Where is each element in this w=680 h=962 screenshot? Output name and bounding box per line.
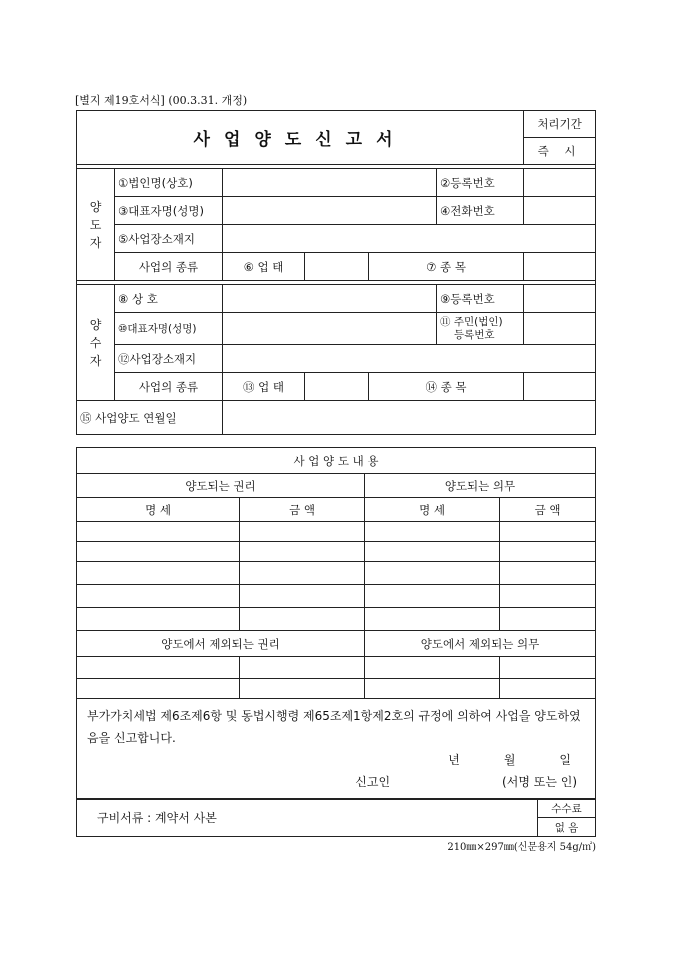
- transfer-content-table: [76, 447, 596, 800]
- table-row: [77, 562, 596, 585]
- transferee-section-label: 양 수 자: [77, 285, 115, 401]
- transferor-category-field[interactable]: [305, 253, 369, 281]
- declaration-block: [77, 699, 596, 800]
- rights-detail-header: 명 세: [77, 498, 240, 522]
- transferor-phone-field[interactable]: [524, 197, 596, 225]
- transferee-item-field[interactable]: [524, 373, 596, 401]
- paper-spec: 210㎜×297㎜(신문용지 54g/㎡): [447, 842, 596, 853]
- form-title: 사업양도신고서: [77, 111, 524, 165]
- excluded-rights-header: 양도에서 제외되는 권리: [77, 631, 365, 657]
- fee-value: 없 음: [538, 818, 596, 837]
- excluded-obligations-header: 양도에서 제외되는 의무: [365, 631, 596, 657]
- transferee-category-field[interactable]: [305, 373, 369, 401]
- table-row: [77, 542, 596, 562]
- transferor-item-label: ⑦ 종 목: [369, 253, 524, 281]
- transferee-rep-name-label: ⑩대표자명(성명): [115, 313, 223, 345]
- transferee-category-label: ⑬ 업 태: [223, 373, 305, 401]
- transferor-section-label: 양 도 자: [77, 169, 115, 281]
- transferee-trade-name-field[interactable]: [223, 285, 437, 313]
- declaration-date: 년 월 일: [448, 753, 571, 767]
- attachments-label: 구비서류 : 계약서 사본: [77, 799, 538, 837]
- table-row: [77, 679, 596, 699]
- transferor-reg-no-label: ②등록번호: [437, 169, 524, 197]
- attachments-table: [76, 798, 596, 837]
- transferee-resident-no-label: ⑪ 주민(법인) 등록번호: [437, 313, 524, 345]
- transferee-trade-name-label: ⑧ 상 호: [115, 285, 223, 313]
- transferor-item-field[interactable]: [524, 253, 596, 281]
- transferee-reg-no-label: ⑨등록번호: [437, 285, 524, 313]
- rights-amount-header: 금 액: [240, 498, 365, 522]
- table-row: [77, 522, 596, 542]
- signature-label: (서명 또는 인): [502, 775, 577, 789]
- fee-label: 수수료: [538, 799, 596, 818]
- processing-period-value: 즉 시: [524, 138, 596, 165]
- transfer-content-title: 사 업 양 도 내 용: [77, 448, 596, 474]
- table-row: [77, 585, 596, 608]
- transferor-reg-no-field[interactable]: [524, 169, 596, 197]
- transferor-address-field[interactable]: [223, 225, 596, 253]
- processing-period-label: 처리기간: [524, 111, 596, 138]
- transferor-corp-name-field[interactable]: [223, 169, 437, 197]
- transferor-rep-name-label: ③대표자명(성명): [115, 197, 223, 225]
- transferor-biz-type-label: 사업의 종류: [115, 253, 223, 281]
- transferee-address-label: ⑫사업장소재지: [115, 345, 223, 373]
- transferee-rep-name-field[interactable]: [223, 313, 437, 345]
- reporter-label: 신고인: [355, 775, 391, 789]
- form-header: [별지 제19호서식] (00.3.31. 개정): [75, 94, 248, 107]
- transferee-resident-no-field[interactable]: [524, 313, 596, 345]
- transferee-address-field[interactable]: [223, 345, 596, 373]
- transferee-biz-type-label: 사업의 종류: [115, 373, 223, 401]
- transferor-corp-name-label: ①법인명(상호): [115, 169, 223, 197]
- transferred-obligations-header: 양도되는 의무: [365, 474, 596, 498]
- declaration-text: 부가가치세법 제6조제6항 및 동법시행령 제65조제1항제2호의 규정에 의하여 사업을 양도하였음을 신고합니다.: [87, 709, 581, 745]
- table-row: [77, 608, 596, 631]
- transferor-category-label: ⑥ 업 태: [223, 253, 305, 281]
- transfer-date-field[interactable]: [223, 401, 596, 435]
- transferred-rights-header: 양도되는 권리: [77, 474, 365, 498]
- obligations-amount-header: 금 액: [500, 498, 596, 522]
- transfer-date-label: ⑮ 사업양도 연월일: [77, 401, 223, 435]
- table-row: [77, 657, 596, 679]
- report-form-top: [76, 110, 596, 435]
- transferee-item-label: ⑭ 종 목: [369, 373, 524, 401]
- transferor-address-label: ⑤사업장소재지: [115, 225, 223, 253]
- transferor-phone-label: ④전화번호: [437, 197, 524, 225]
- declaration-signature: [87, 771, 585, 793]
- obligations-detail-header: 명 세: [365, 498, 500, 522]
- transferor-rep-name-field[interactable]: [223, 197, 437, 225]
- transferee-reg-no-field[interactable]: [524, 285, 596, 313]
